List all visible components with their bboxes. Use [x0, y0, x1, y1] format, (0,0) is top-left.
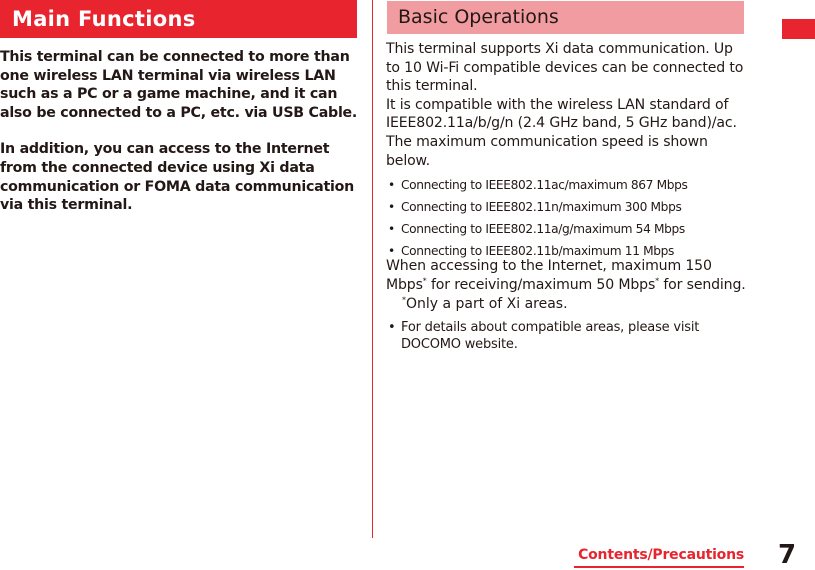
footnote: [386, 295, 748, 314]
page-number: 7: [778, 540, 797, 570]
section-index-tab[interactable]: [782, 19, 815, 39]
main-functions-heading: Main Functions: [0, 0, 357, 38]
speed-item-n: • Connecting to IEEE802.11n/maximum 300 Mbps: [386, 199, 748, 215]
footnote-mark: *: [402, 295, 406, 305]
speed-item-ag: • Connecting to IEEE802.11a/g/maximum 54 Mbps: [386, 221, 748, 237]
speed-list: [386, 177, 748, 259]
main-functions-paragraph-2: In addition, you can access to the Internet from the connected device using Xi data communication or FOMA data communication via this terminal.: [0, 141, 354, 214]
main-functions-section: [0, 48, 360, 233]
xi-support-paragraph: This terminal supports Xi data communication. Up to 10 Wi-Fi compatible devices can be connected to this terminal.: [386, 41, 744, 95]
footnote-text: Only a part of Xi areas.: [406, 296, 568, 313]
internet-speed-paragraph: [386, 257, 748, 294]
speed-item-b: • Connecting to IEEE802.11b/maximum 11 Mbps: [386, 243, 748, 259]
link-underline: [574, 566, 744, 568]
detail-list: [386, 319, 748, 353]
basic-operations-section: [386, 40, 748, 353]
internet-speed-text-1: When accessing to the Internet, maximum 150 Mbps: [386, 258, 712, 293]
footnote-mark: *: [655, 276, 660, 286]
basic-operations-heading: Basic Operations: [387, 1, 744, 34]
compatible-areas-note: • For details about compatible areas, please visit DOCOMO website.: [386, 319, 748, 353]
internet-speed-text-2: for receiving/maximum 50 Mbps: [426, 276, 656, 293]
speed-item-ac: • Connecting to IEEE802.11ac/maximum 867 Mbps: [386, 177, 748, 193]
contents-precautions-link[interactable]: Contents/Precautions: [578, 547, 744, 563]
main-functions-paragraph-1: This terminal can be connected to more than one wireless LAN terminal via wireless LAN such as a PC or a game machine, and it can also be connected to a PC, etc. via USB Cable.: [0, 49, 358, 121]
column-divider: [372, 0, 373, 538]
internet-speed-text-3: for sending.: [659, 276, 746, 293]
footnote-mark: *: [422, 276, 427, 286]
wlan-standard-paragraph: It is compatible with the wireless LAN standard of IEEE802.11a/b/g/n (2.4 GHz band, 5 GHz band)/ac. The maximum communication speed is shown below.: [386, 96, 737, 169]
